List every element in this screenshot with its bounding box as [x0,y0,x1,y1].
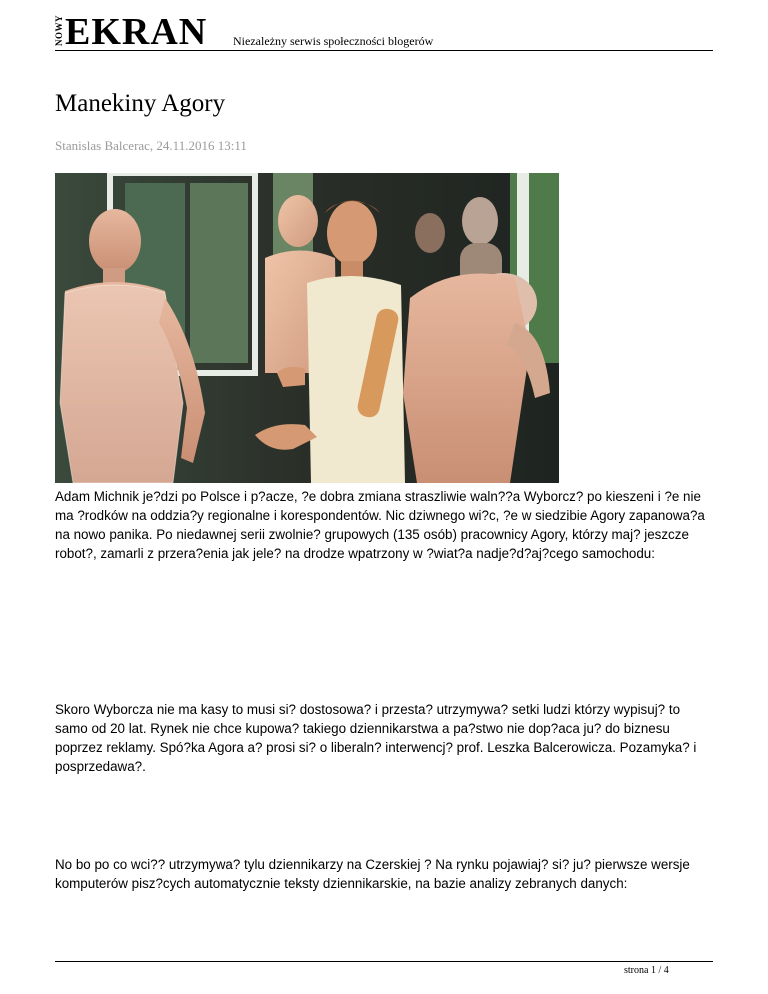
site-header [54,11,713,53]
article-byline: Stanislas Balcerac, 24.11.2016 13:11 [55,138,247,153]
header-divider [55,50,713,51]
article-title: Manekiny Agory [55,90,226,117]
logo-small-text: NOWY [54,15,64,46]
logo-main-text: EKRAN [65,11,208,53]
site-tagline: Niezależny serwis społeczności blogerów [233,34,434,48]
article-paragraph: Adam Michnik je?dzi po Polsce i p?acze, ?e dobra zmiana straszliwie waln??a Wyborcz? po kieszeni i ?e nie ma ?rodków na oddzia?y regionalne i korespondentów. Nic dziwnego wi?c, ?e w siedzibie Agory zapanowa?a na nowo panika. Po niedawnej serii zwolnie? grupowych (135 osób) pracownicy Agory, którzy maj? jeszcze robot?, zamarli z przera?enia jak jele? na drodze wpatrzony w ?wiat?a nadje?d?aj?cego samochodu: [55,489,705,561]
article-paragraph: No bo po co wci?? utrzymywa? tylu dziennikarzy na Czerskiej ? Na rynku pojawiaj? si? ju? pierwsze wersje komputerów pisz?cych automatycznie teksty dziennikarskie, na bazie analizy zebranych danych: [55,857,690,891]
page-number: strona 1 / 4 [624,965,669,976]
site-logo[interactable] [54,11,208,53]
article-paragraph: Skoro Wyborcza nie ma kasy to musi si? dostosowa? i przesta? utrzymywa? setki ludzi którzy wypisuj? to samo od 20 lat. Rynek nie chce kupowa? takiego dziennikarstwa a pa?stwo nie dop?aca ju? do biznesu poprzez reklamy. Spó?ka Agora a? prosi si? o liberaln? interwencj? prof. Leszka Balcerowicza. Pozamyka? i posprzedawa?. [55,702,697,774]
article-photo [55,173,559,483]
footer-divider [55,961,713,962]
